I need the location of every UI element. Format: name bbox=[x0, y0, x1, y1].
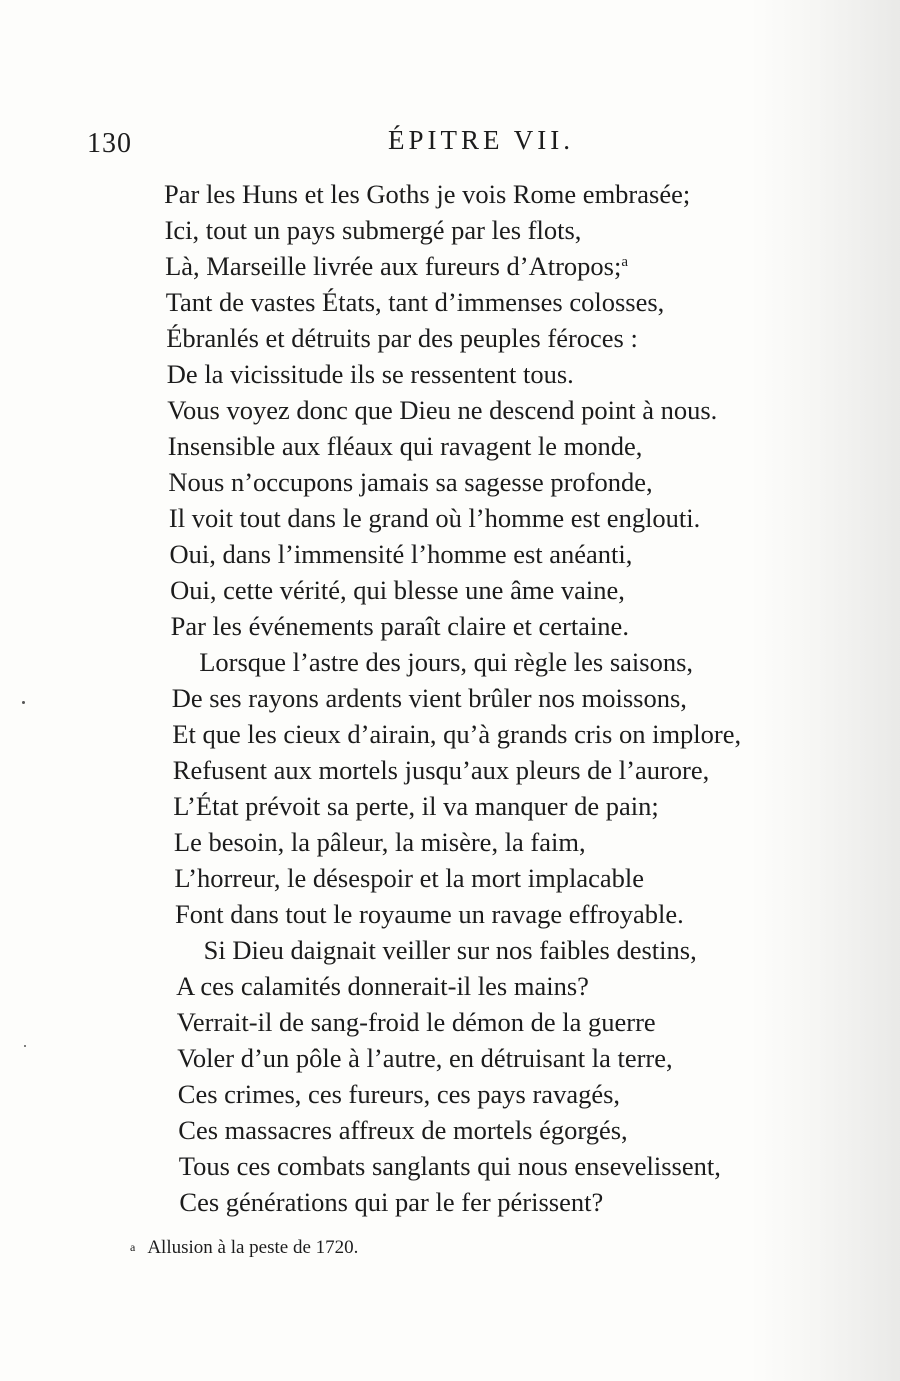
verse-line-text: Par les Huns et les Goths je vois Rome embrasée; bbox=[164, 179, 691, 209]
verse-line-text: Ici, tout un pays submergé par les flots, bbox=[164, 215, 582, 245]
verse-line bbox=[178, 1112, 627, 1148]
footnote bbox=[130, 1237, 358, 1259]
verse-line-text: De la vicissitude ils se ressentent tous. bbox=[166, 359, 574, 389]
verse-line bbox=[199, 644, 693, 680]
verse-line-text: Le besoin, la pâleur, la misère, la faim, bbox=[173, 827, 586, 857]
verse-line bbox=[175, 896, 684, 932]
verse-line-text: Oui, dans l’immensité l’homme est anéanti, bbox=[169, 539, 633, 569]
footnote-marker: a bbox=[130, 1240, 136, 1254]
paper-speck bbox=[22, 701, 25, 704]
verse-line bbox=[173, 752, 709, 788]
facing-page-bleed bbox=[750, 0, 900, 1381]
verse-line bbox=[174, 824, 586, 860]
verse-line bbox=[165, 248, 628, 284]
verse-line-text: Il voit tout dans le grand où l’homme est englouti. bbox=[168, 503, 701, 533]
verse-line bbox=[171, 608, 629, 644]
verse-line-text: Là, Marseille livrée aux fureurs d’Atropos; bbox=[165, 251, 622, 281]
verse-line bbox=[177, 1004, 656, 1040]
verse-line bbox=[176, 968, 589, 1004]
verse-line-text: Lorsque l’astre des jours, qui règle les saisons, bbox=[199, 647, 694, 677]
running-head: ÉPITRE VII. bbox=[388, 125, 574, 155]
verse-line-text: Refusent aux mortels jusqu’aux pleurs de l’aurore, bbox=[172, 755, 710, 785]
verse-line bbox=[173, 788, 658, 824]
verse-line bbox=[166, 320, 638, 356]
verse-line-text: Ces massacres affreux de mortels égorgés, bbox=[178, 1115, 628, 1145]
verse-line bbox=[204, 932, 697, 968]
verse-line bbox=[167, 392, 717, 428]
verse-line bbox=[168, 464, 652, 500]
verse-line bbox=[179, 1184, 603, 1220]
verse-line-text: Tous ces combats sanglants qui nous ensevelissent, bbox=[178, 1151, 721, 1181]
verse-line-text: De ses rayons ardents vient brûler nos moissons, bbox=[171, 683, 687, 713]
verse-line-text: Vous voyez donc que Dieu ne descend point à nous. bbox=[167, 395, 718, 425]
footnote-text: Allusion à la peste de 1720. bbox=[147, 1237, 359, 1258]
verse-line bbox=[178, 1076, 620, 1112]
verse-line-text: Ébranlés et détruits par des peuples féroces : bbox=[166, 323, 638, 353]
verse-line-text: Oui, cette vérité, qui blesse une âme vaine, bbox=[170, 575, 625, 605]
verse-line bbox=[172, 680, 687, 716]
verse-line-text: L’horreur, le désespoir et la mort implacable bbox=[174, 863, 645, 893]
verse-line-text: A ces calamités donnerait-il les mains? bbox=[176, 971, 589, 1001]
verse-line-text: Et que les cieux d’airain, qu’à grands cris on implore, bbox=[172, 719, 742, 749]
verse-line bbox=[165, 212, 582, 248]
footnote-reference: a bbox=[621, 254, 628, 270]
verse-line-text: Tant de vastes États, tant d’immenses colosses, bbox=[165, 287, 665, 317]
verse-line-text: L’État prévoit sa perte, il va manquer de pain; bbox=[173, 791, 659, 821]
verse-line bbox=[174, 860, 644, 896]
verse-line bbox=[177, 1040, 672, 1076]
verse-line bbox=[170, 536, 633, 572]
verse-line bbox=[170, 572, 625, 608]
verse-line-text: Si Dieu daignait veiller sur nos faibles destins, bbox=[203, 935, 697, 965]
page-number: 130 bbox=[87, 128, 132, 159]
verse-line bbox=[168, 428, 643, 464]
verse-line-text: Ces crimes, ces fureurs, ces pays ravagés, bbox=[177, 1079, 621, 1109]
verse-line-text: Par les événements paraît claire et certaine. bbox=[170, 611, 629, 641]
verse-line bbox=[164, 176, 690, 212]
verse-line bbox=[179, 1148, 721, 1184]
verse-line-text: Voler d’un pôle à l’autre, en détruisant la terre, bbox=[177, 1043, 673, 1073]
verse-line bbox=[166, 284, 665, 320]
verse-line-text: Font dans tout le royaume un ravage effroyable. bbox=[175, 899, 684, 929]
verse-line bbox=[167, 356, 574, 392]
verse-line-text: Insensible aux fléaux qui ravagent le monde, bbox=[167, 431, 643, 461]
verse-line-text: Ces générations qui par le fer périssent? bbox=[179, 1187, 604, 1217]
paper-speck bbox=[24, 1045, 26, 1047]
verse-line-text: Nous n’occupons jamais sa sagesse profonde, bbox=[168, 467, 653, 497]
verse-line bbox=[172, 716, 741, 752]
verse-line-text: Verrait-il de sang-froid le démon de la guerre bbox=[176, 1007, 656, 1037]
verse-line bbox=[169, 500, 700, 536]
